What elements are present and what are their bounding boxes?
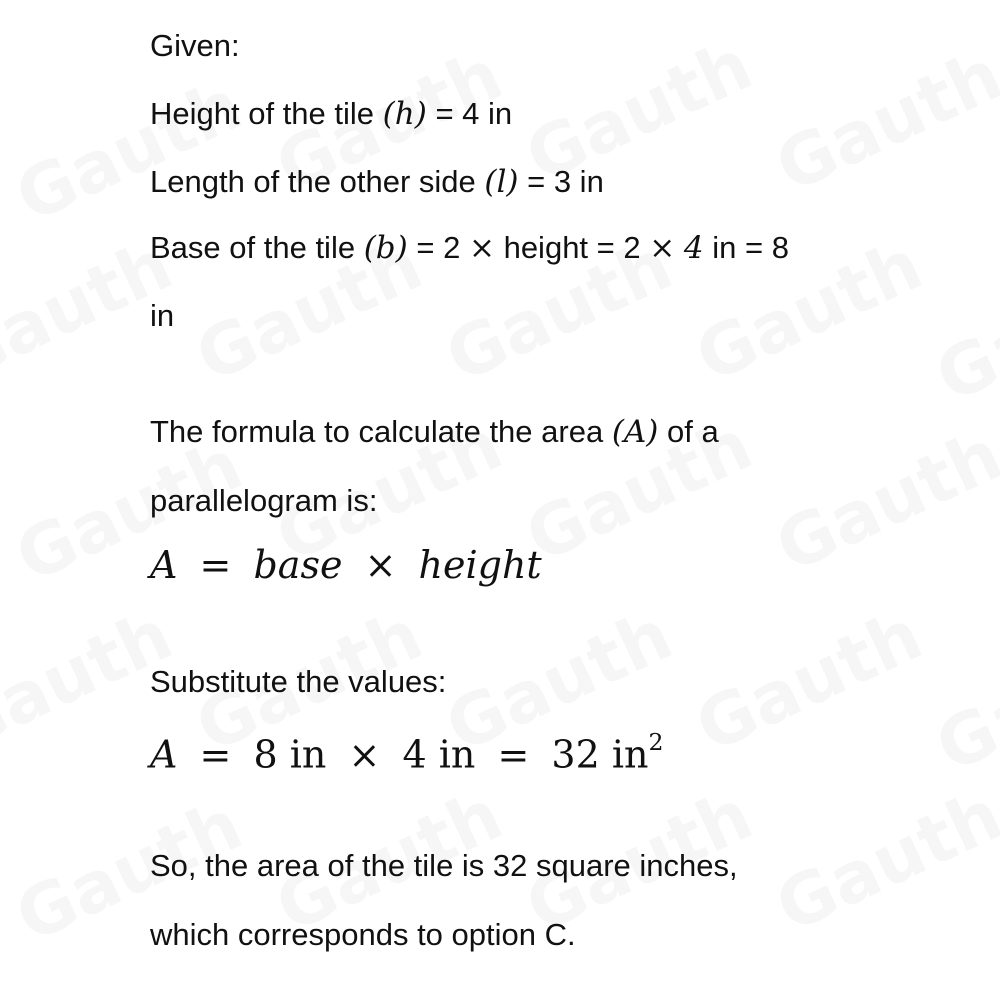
formula-base: base bbox=[253, 543, 343, 587]
exponent: 2 bbox=[648, 728, 664, 757]
formula-intro-suffix: of a bbox=[667, 414, 719, 449]
base-label: Base of the tile bbox=[150, 230, 356, 265]
formula-intro-line-2: parallelogram is: bbox=[150, 483, 378, 518]
area-symbol: (A) bbox=[611, 414, 659, 450]
length-symbol: (l) bbox=[484, 164, 519, 200]
sub-result: 32 bbox=[551, 732, 600, 777]
height-symbol: (h) bbox=[382, 96, 427, 132]
substitution-equation bbox=[150, 722, 663, 779]
watermark-text bbox=[764, 34, 1000, 209]
height-label: Height of the tile bbox=[150, 96, 375, 131]
base-line-wrap: in bbox=[150, 298, 175, 333]
formula-height: height bbox=[418, 543, 542, 587]
given-heading: Given: bbox=[150, 28, 240, 63]
length-line bbox=[150, 162, 604, 202]
base-result: in = 8 bbox=[712, 230, 789, 265]
area-formula bbox=[150, 541, 542, 589]
sub-value-8: 8 bbox=[253, 732, 278, 777]
times-sign: × bbox=[649, 230, 676, 266]
watermark-text bbox=[684, 594, 934, 769]
watermark-text bbox=[764, 414, 1000, 589]
formula-lhs: A bbox=[150, 543, 178, 587]
sub-value-4: 4 bbox=[402, 732, 427, 777]
length-label: Length of the other side bbox=[150, 164, 476, 199]
conclusion-line-2: which corresponds to option C. bbox=[150, 917, 576, 952]
height-line bbox=[150, 94, 512, 134]
times-sign: × bbox=[364, 543, 397, 587]
sub-lhs: A bbox=[150, 732, 178, 777]
substitute-heading: Substitute the values: bbox=[150, 664, 447, 699]
times-sign: × bbox=[348, 732, 381, 777]
watermark-text bbox=[924, 614, 1000, 789]
watermark-text bbox=[4, 64, 254, 239]
base-symbol: (b) bbox=[363, 230, 408, 266]
equals-sign: = bbox=[199, 543, 232, 587]
height-value: = 4 in bbox=[435, 96, 513, 131]
watermark-text bbox=[924, 244, 1000, 419]
watermark-text bbox=[764, 774, 1000, 949]
equals-sign: = bbox=[199, 732, 232, 777]
length-value: = 3 in bbox=[527, 164, 604, 199]
base-eq-2: = 2 bbox=[596, 230, 641, 265]
sub-unit-in: in bbox=[289, 732, 327, 777]
base-eq-1: = 2 bbox=[416, 230, 461, 265]
sub-unit-in: in bbox=[611, 732, 649, 777]
base-height-word: height bbox=[503, 230, 589, 265]
formula-intro-prefix: The formula to calculate the area bbox=[150, 414, 604, 449]
conclusion-line-1: So, the area of the tile is 32 square inches, bbox=[150, 848, 738, 883]
times-sign: × bbox=[468, 230, 495, 266]
base-number-4: 4 bbox=[683, 230, 704, 266]
base-line bbox=[150, 228, 789, 268]
equals-sign: = bbox=[497, 732, 530, 777]
formula-intro-line-1 bbox=[150, 412, 719, 452]
sub-unit-in: in bbox=[438, 732, 476, 777]
